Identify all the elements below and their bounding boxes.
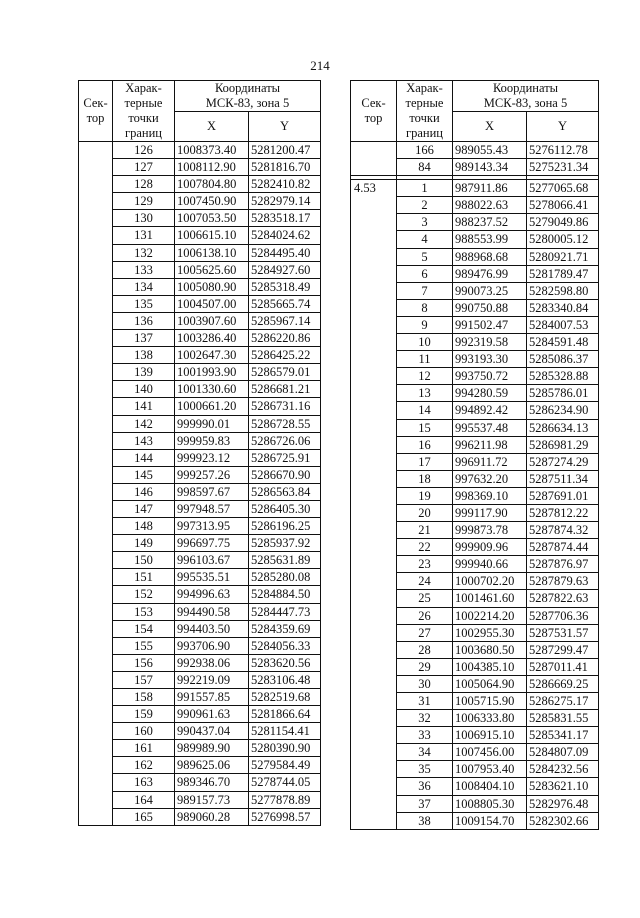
y-coordinate-cell: 5287011.41 (527, 658, 599, 675)
x-coordinate-cell: 1008404.10 (453, 778, 527, 795)
point-number-cell: 163 (113, 774, 175, 791)
point-number-cell: 37 (397, 795, 453, 812)
x-coordinate-cell: 1007053.50 (175, 210, 249, 227)
y-coordinate-cell: 5286981.29 (527, 436, 599, 453)
table-row (79, 159, 321, 176)
y-coordinate-cell: 5282976.48 (527, 795, 599, 812)
x-coordinate-cell: 989157.73 (175, 791, 249, 808)
y-coordinate-cell: 5286681.21 (249, 381, 321, 398)
y-coordinate-cell: 5284056.33 (249, 637, 321, 654)
y-coordinate-cell: 5287874.44 (527, 539, 599, 556)
x-coordinate-cell: 1005715.90 (453, 693, 527, 710)
x-coordinate-cell: 999923.12 (175, 449, 249, 466)
y-coordinate-cell: 5280921.71 (527, 248, 599, 265)
point-number-cell: 162 (113, 757, 175, 774)
y-coordinate-cell: 5277878.89 (249, 791, 321, 808)
sector-cell (79, 142, 113, 826)
y-coordinate-cell: 5284495.40 (249, 244, 321, 261)
x-coordinate-cell: 999873.78 (453, 522, 527, 539)
x-coordinate-cell: 998369.10 (453, 487, 527, 504)
x-coordinate-cell: 999990.01 (175, 415, 249, 432)
x-coordinate-cell: 990073.25 (453, 282, 527, 299)
table-row (79, 774, 321, 791)
y-coordinate-cell: 5287706.36 (527, 607, 599, 624)
point-number-cell: 18 (397, 470, 453, 487)
point-number-cell: 35 (397, 761, 453, 778)
table-row (79, 483, 321, 500)
point-number-cell: 153 (113, 603, 175, 620)
x-coordinate-cell: 990750.88 (453, 299, 527, 316)
y-coordinate-cell: 5282979.14 (249, 193, 321, 210)
x-coordinate-cell: 992938.06 (175, 654, 249, 671)
x-coordinate-cell: 1006915.10 (453, 727, 527, 744)
table-row (79, 227, 321, 244)
y-coordinate-cell: 5286731.16 (249, 398, 321, 415)
header-x: X (175, 112, 249, 142)
table-row (79, 415, 321, 432)
point-number-cell: 11 (397, 351, 453, 368)
table-row (79, 706, 321, 723)
x-coordinate-cell: 989346.70 (175, 774, 249, 791)
sector-cell (351, 142, 397, 176)
table-row (79, 603, 321, 620)
y-coordinate-cell: 5282410.82 (249, 176, 321, 193)
x-coordinate-cell: 1007953.40 (453, 761, 527, 778)
y-coordinate-cell: 5283340.84 (527, 299, 599, 316)
y-coordinate-cell: 5278744.05 (249, 774, 321, 791)
x-coordinate-cell: 1008112.90 (175, 159, 249, 176)
x-coordinate-cell: 1004507.00 (175, 295, 249, 312)
point-number-cell: 155 (113, 637, 175, 654)
x-coordinate-cell: 1002647.30 (175, 347, 249, 364)
x-coordinate-cell: 1006615.10 (175, 227, 249, 244)
y-coordinate-cell: 5283620.56 (249, 654, 321, 671)
header-points: Харак- терные точки границ (397, 81, 453, 142)
point-number-cell: 143 (113, 432, 175, 449)
point-number-cell: 12 (397, 368, 453, 385)
x-coordinate-cell: 994280.59 (453, 385, 527, 402)
x-coordinate-cell: 1007456.00 (453, 744, 527, 761)
table-row (79, 330, 321, 347)
y-coordinate-cell: 5286196.25 (249, 518, 321, 535)
x-coordinate-cell: 999940.66 (453, 556, 527, 573)
table-row (79, 312, 321, 329)
y-coordinate-cell: 5285280.08 (249, 569, 321, 586)
x-coordinate-cell: 993193.30 (453, 351, 527, 368)
point-number-cell: 135 (113, 295, 175, 312)
point-number-cell: 31 (397, 693, 453, 710)
header-sector: Сек- тор (79, 81, 113, 142)
y-coordinate-cell: 5284447.73 (249, 603, 321, 620)
y-coordinate-cell: 5284232.56 (527, 761, 599, 778)
y-coordinate-cell: 5285341.17 (527, 727, 599, 744)
point-number-cell: 137 (113, 330, 175, 347)
point-number-cell: 25 (397, 590, 453, 607)
table-row (79, 757, 321, 774)
x-coordinate-cell: 988968.68 (453, 248, 527, 265)
point-number-cell: 152 (113, 586, 175, 603)
x-coordinate-cell: 988022.63 (453, 197, 527, 214)
point-number-cell: 134 (113, 278, 175, 295)
point-number-cell: 27 (397, 624, 453, 641)
y-coordinate-cell: 5286634.13 (527, 419, 599, 436)
point-number-cell: 26 (397, 607, 453, 624)
x-coordinate-cell: 989143.34 (453, 159, 527, 176)
y-coordinate-cell: 5286670.90 (249, 466, 321, 483)
point-number-cell: 30 (397, 675, 453, 692)
table-row (79, 689, 321, 706)
x-coordinate-cell: 999909.96 (453, 539, 527, 556)
point-number-cell: 19 (397, 487, 453, 504)
coordinates-table-left (78, 80, 321, 826)
y-coordinate-cell: 5286728.55 (249, 415, 321, 432)
x-coordinate-cell: 997632.20 (453, 470, 527, 487)
x-coordinate-cell: 999117.90 (453, 504, 527, 521)
point-number-cell: 6 (397, 265, 453, 282)
point-number-cell: 132 (113, 244, 175, 261)
point-number-cell: 13 (397, 385, 453, 402)
y-coordinate-cell: 5285937.92 (249, 535, 321, 552)
x-coordinate-cell: 989476.99 (453, 265, 527, 282)
table-row (79, 210, 321, 227)
y-coordinate-cell: 5287812.22 (527, 504, 599, 521)
table-row (79, 398, 321, 415)
x-coordinate-cell: 989989.90 (175, 740, 249, 757)
y-coordinate-cell: 5284884.50 (249, 586, 321, 603)
x-coordinate-cell: 1005064.90 (453, 675, 527, 692)
table-row (79, 244, 321, 261)
point-number-cell: 29 (397, 658, 453, 675)
y-coordinate-cell: 5285665.74 (249, 295, 321, 312)
y-coordinate-cell: 5281154.41 (249, 723, 321, 740)
table-row (79, 364, 321, 381)
x-coordinate-cell: 1008373.40 (175, 142, 249, 159)
y-coordinate-cell: 5287274.29 (527, 453, 599, 470)
x-coordinate-cell: 999959.83 (175, 432, 249, 449)
x-coordinate-cell: 990437.04 (175, 723, 249, 740)
point-number-cell: 147 (113, 500, 175, 517)
point-number-cell: 139 (113, 364, 175, 381)
x-coordinate-cell: 996911.72 (453, 453, 527, 470)
y-coordinate-cell: 5286563.84 (249, 483, 321, 500)
y-coordinate-cell: 5287531.57 (527, 624, 599, 641)
y-coordinate-cell: 5280390.90 (249, 740, 321, 757)
point-number-cell: 159 (113, 706, 175, 723)
sector-cell: 4.53 (351, 180, 397, 830)
point-number-cell: 146 (113, 483, 175, 500)
table-row (79, 193, 321, 210)
header-y: Y (527, 112, 599, 142)
point-number-cell: 151 (113, 569, 175, 586)
x-coordinate-cell: 995535.51 (175, 569, 249, 586)
x-coordinate-cell: 989055.43 (453, 142, 527, 159)
x-coordinate-cell: 1005625.60 (175, 261, 249, 278)
x-coordinate-cell: 993706.90 (175, 637, 249, 654)
point-number-cell: 34 (397, 744, 453, 761)
x-coordinate-cell: 1003907.60 (175, 312, 249, 329)
y-coordinate-cell: 5283518.17 (249, 210, 321, 227)
y-coordinate-cell: 5285631.89 (249, 552, 321, 569)
table-row (79, 620, 321, 637)
y-coordinate-cell: 5282598.80 (527, 282, 599, 299)
point-number-cell: 33 (397, 727, 453, 744)
x-coordinate-cell: 997948.57 (175, 500, 249, 517)
table-row (79, 142, 321, 159)
y-coordinate-cell: 5276998.57 (249, 808, 321, 825)
y-coordinate-cell: 5284807.09 (527, 744, 599, 761)
point-number-cell: 5 (397, 248, 453, 265)
point-number-cell: 15 (397, 419, 453, 436)
point-number-cell: 4 (397, 231, 453, 248)
x-coordinate-cell: 1000702.20 (453, 573, 527, 590)
x-coordinate-cell: 987911.86 (453, 180, 527, 197)
table-row (79, 740, 321, 757)
y-coordinate-cell: 5278066.41 (527, 197, 599, 214)
y-coordinate-cell: 5276112.78 (527, 142, 599, 159)
point-number-cell: 14 (397, 402, 453, 419)
header-y: Y (249, 112, 321, 142)
x-coordinate-cell: 991557.85 (175, 689, 249, 706)
y-coordinate-cell: 5284024.62 (249, 227, 321, 244)
y-coordinate-cell: 5283106.48 (249, 671, 321, 688)
x-coordinate-cell: 988237.52 (453, 214, 527, 231)
point-number-cell: 36 (397, 778, 453, 795)
y-coordinate-cell: 5281200.47 (249, 142, 321, 159)
y-coordinate-cell: 5287822.63 (527, 590, 599, 607)
x-coordinate-cell: 996697.75 (175, 535, 249, 552)
point-number-cell: 156 (113, 654, 175, 671)
point-number-cell: 21 (397, 522, 453, 539)
y-coordinate-cell: 5281789.47 (527, 265, 599, 282)
y-coordinate-cell: 5285831.55 (527, 710, 599, 727)
x-coordinate-cell: 1000661.20 (175, 398, 249, 415)
y-coordinate-cell: 5283621.10 (527, 778, 599, 795)
y-coordinate-cell: 5284359.69 (249, 620, 321, 637)
x-coordinate-cell: 1003286.40 (175, 330, 249, 347)
header-coordinates: Координаты МСК-83, зона 5 (453, 81, 599, 112)
point-number-cell: 149 (113, 535, 175, 552)
table-row (79, 535, 321, 552)
x-coordinate-cell: 999257.26 (175, 466, 249, 483)
table-row (351, 142, 599, 159)
y-coordinate-cell: 5280005.12 (527, 231, 599, 248)
x-coordinate-cell: 989060.28 (175, 808, 249, 825)
table-row (79, 671, 321, 688)
table-row (79, 347, 321, 364)
point-number-cell: 165 (113, 808, 175, 825)
table-row (79, 569, 321, 586)
y-coordinate-cell: 5286726.06 (249, 432, 321, 449)
table-row (351, 180, 599, 197)
table-row (79, 791, 321, 808)
point-number-cell: 136 (113, 312, 175, 329)
table-row (79, 552, 321, 569)
x-coordinate-cell: 994490.58 (175, 603, 249, 620)
coordinates-table-right (350, 80, 599, 830)
point-number-cell: 150 (113, 552, 175, 569)
point-number-cell: 148 (113, 518, 175, 535)
table-row (79, 723, 321, 740)
y-coordinate-cell: 5284591.48 (527, 334, 599, 351)
y-coordinate-cell: 5281816.70 (249, 159, 321, 176)
table-row (79, 466, 321, 483)
point-number-cell: 157 (113, 671, 175, 688)
point-number-cell: 161 (113, 740, 175, 757)
y-coordinate-cell: 5285786.01 (527, 385, 599, 402)
header-sector: Сек- тор (351, 81, 397, 142)
y-coordinate-cell: 5281866.64 (249, 706, 321, 723)
x-coordinate-cell: 996211.98 (453, 436, 527, 453)
point-number-cell: 141 (113, 398, 175, 415)
table-row (79, 500, 321, 517)
table-row (79, 808, 321, 825)
y-coordinate-cell: 5287691.01 (527, 487, 599, 504)
point-number-cell: 28 (397, 641, 453, 658)
table-row (79, 518, 321, 535)
point-number-cell: 166 (397, 142, 453, 159)
table-row (79, 432, 321, 449)
point-number-cell: 164 (113, 791, 175, 808)
y-coordinate-cell: 5286405.30 (249, 500, 321, 517)
x-coordinate-cell: 988553.99 (453, 231, 527, 248)
x-coordinate-cell: 1001330.60 (175, 381, 249, 398)
y-coordinate-cell: 5279584.49 (249, 757, 321, 774)
point-number-cell: 20 (397, 504, 453, 521)
point-number-cell: 129 (113, 193, 175, 210)
point-number-cell: 16 (397, 436, 453, 453)
x-coordinate-cell: 994892.42 (453, 402, 527, 419)
point-number-cell: 127 (113, 159, 175, 176)
point-number-cell: 1 (397, 180, 453, 197)
x-coordinate-cell: 989625.06 (175, 757, 249, 774)
x-coordinate-cell: 1008805.30 (453, 795, 527, 812)
y-coordinate-cell: 5286425.22 (249, 347, 321, 364)
point-number-cell: 3 (397, 214, 453, 231)
x-coordinate-cell: 1007450.90 (175, 193, 249, 210)
point-number-cell: 138 (113, 347, 175, 364)
point-number-cell: 2 (397, 197, 453, 214)
header-x: X (453, 112, 527, 142)
x-coordinate-cell: 1009154.70 (453, 812, 527, 829)
y-coordinate-cell: 5275231.34 (527, 159, 599, 176)
x-coordinate-cell: 994403.50 (175, 620, 249, 637)
table-row (79, 654, 321, 671)
x-coordinate-cell: 1006138.10 (175, 244, 249, 261)
x-coordinate-cell: 1003680.50 (453, 641, 527, 658)
point-number-cell: 130 (113, 210, 175, 227)
point-number-cell: 158 (113, 689, 175, 706)
point-number-cell: 32 (397, 710, 453, 727)
x-coordinate-cell: 991502.47 (453, 316, 527, 333)
point-number-cell: 145 (113, 466, 175, 483)
x-coordinate-cell: 994996.63 (175, 586, 249, 603)
x-coordinate-cell: 996103.67 (175, 552, 249, 569)
point-number-cell: 84 (397, 159, 453, 176)
x-coordinate-cell: 1005080.90 (175, 278, 249, 295)
x-coordinate-cell: 1002214.20 (453, 607, 527, 624)
x-coordinate-cell: 1001461.60 (453, 590, 527, 607)
y-coordinate-cell: 5282519.68 (249, 689, 321, 706)
x-coordinate-cell: 992319.58 (453, 334, 527, 351)
y-coordinate-cell: 5286220.86 (249, 330, 321, 347)
point-number-cell: 24 (397, 573, 453, 590)
y-coordinate-cell: 5282302.66 (527, 812, 599, 829)
y-coordinate-cell: 5285967.14 (249, 312, 321, 329)
point-number-cell: 140 (113, 381, 175, 398)
y-coordinate-cell: 5287874.32 (527, 522, 599, 539)
table-row (79, 278, 321, 295)
y-coordinate-cell: 5284927.60 (249, 261, 321, 278)
y-coordinate-cell: 5287511.34 (527, 470, 599, 487)
table-row (79, 176, 321, 193)
y-coordinate-cell: 5286234.90 (527, 402, 599, 419)
point-number-cell: 38 (397, 812, 453, 829)
x-coordinate-cell: 995537.48 (453, 419, 527, 436)
x-coordinate-cell: 1006333.80 (453, 710, 527, 727)
y-coordinate-cell: 5285318.49 (249, 278, 321, 295)
point-number-cell: 144 (113, 449, 175, 466)
y-coordinate-cell: 5284007.53 (527, 316, 599, 333)
point-number-cell: 23 (397, 556, 453, 573)
y-coordinate-cell: 5285328.88 (527, 368, 599, 385)
x-coordinate-cell: 1007804.80 (175, 176, 249, 193)
y-coordinate-cell: 5286669.25 (527, 675, 599, 692)
point-number-cell: 22 (397, 539, 453, 556)
x-coordinate-cell: 997313.95 (175, 518, 249, 535)
table-row (79, 449, 321, 466)
point-number-cell: 131 (113, 227, 175, 244)
y-coordinate-cell: 5287879.63 (527, 573, 599, 590)
x-coordinate-cell: 992219.09 (175, 671, 249, 688)
point-number-cell: 8 (397, 299, 453, 316)
table-row (79, 261, 321, 278)
x-coordinate-cell: 1001993.90 (175, 364, 249, 381)
y-coordinate-cell: 5286275.17 (527, 693, 599, 710)
point-number-cell: 142 (113, 415, 175, 432)
table-row (79, 637, 321, 654)
y-coordinate-cell: 5287876.97 (527, 556, 599, 573)
point-number-cell: 7 (397, 282, 453, 299)
header-points: Харак- терные точки границ (113, 81, 175, 142)
table-row (79, 381, 321, 398)
point-number-cell: 126 (113, 142, 175, 159)
x-coordinate-cell: 998597.67 (175, 483, 249, 500)
point-number-cell: 128 (113, 176, 175, 193)
page-number: 214 (310, 58, 330, 73)
x-coordinate-cell: 993750.72 (453, 368, 527, 385)
y-coordinate-cell: 5277065.68 (527, 180, 599, 197)
point-number-cell: 17 (397, 453, 453, 470)
x-coordinate-cell: 1004385.10 (453, 658, 527, 675)
y-coordinate-cell: 5285086.37 (527, 351, 599, 368)
y-coordinate-cell: 5279049.86 (527, 214, 599, 231)
y-coordinate-cell: 5286579.01 (249, 364, 321, 381)
x-coordinate-cell: 990961.63 (175, 706, 249, 723)
point-number-cell: 133 (113, 261, 175, 278)
x-coordinate-cell: 1002955.30 (453, 624, 527, 641)
point-number-cell: 9 (397, 316, 453, 333)
point-number-cell: 10 (397, 334, 453, 351)
header-coordinates: Координаты МСК-83, зона 5 (175, 81, 321, 112)
y-coordinate-cell: 5286725.91 (249, 449, 321, 466)
table-row (79, 295, 321, 312)
y-coordinate-cell: 5287299.47 (527, 641, 599, 658)
point-number-cell: 154 (113, 620, 175, 637)
table-row (79, 586, 321, 603)
point-number-cell: 160 (113, 723, 175, 740)
